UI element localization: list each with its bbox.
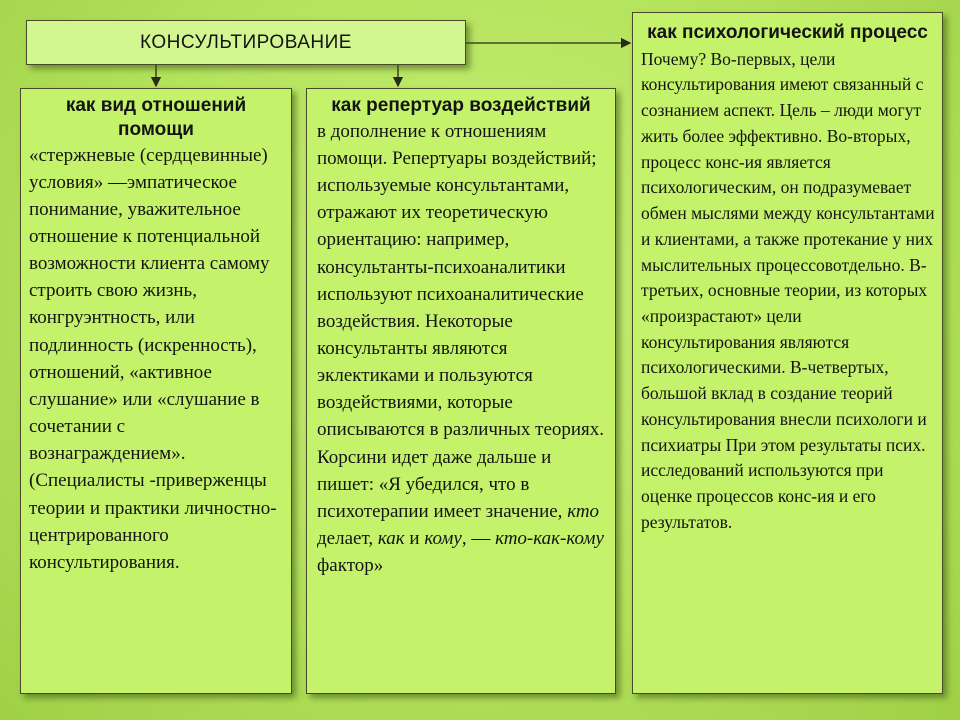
italic-part: как (377, 528, 405, 550)
italic-part: кто (567, 500, 600, 522)
column-heading: как психологический процесс (647, 22, 928, 43)
text-part: делает, (317, 528, 378, 550)
italic-part: кому (424, 528, 462, 550)
column-heading: как репертуар воздействий (331, 95, 591, 116)
column-text: Почему? Во-первых, цели консультирования имеют связанный с сознанием аспект. Цель – люди могут жить более эффективно. Во-вторых, процесс конс-ия является психологическим, он подразумевает обмен мыслями между консультантами и клиентами, а также протекание у них мыслительных процессовотдельно. В-третьих, основные теории, из которых «произрастают» цели консультирования являются психологическими. В-четвертых, большой вклад в создание теорий консультирования внесли психологи и психиатры При этом результаты псих. исследований используются при оценке процессов конс-ия и его результатов. (641, 48, 935, 532)
column-heading: как вид отношений помощи (65, 95, 247, 140)
text-part: в дополнение к отношениям помощи. Репертуары воздействий; используемые консультантами, отражают их теоретическую ориентацию: например, консультанты-психоаналитики используют психоаналитические воздействия. Некоторые консультанты являются эклектиками и пользуются воздействиями, которые описываются в различных теориях. Корсини идет даже дальше и пишет: «Я убедился, что в психотерапии имеет значение, (317, 120, 605, 522)
column-relationship (20, 88, 292, 694)
column-repertoire (306, 88, 616, 694)
column-process (632, 12, 943, 694)
root-node (26, 20, 466, 65)
root-title: КОНСУЛЬТИРОВАНИЕ (140, 31, 352, 53)
text-part: и (404, 528, 425, 550)
text-part: фактор» (317, 555, 384, 577)
italic-part: кто-как-кому (495, 528, 604, 550)
column-text: «стержневые (сердцевинные) условия» —эмпатическое понимание, уважительное отношение к потенциальной возможности клиента самому строить свою жизнь, конгруэнтность, или подлинность (искренность), отношений, «активное слушание» или «слушание в сочетании с вознаграждением». (Специалисты -приверженцы теории и практики личностно-центрированного консультирования. (29, 144, 277, 573)
text-part: , — (461, 528, 496, 550)
column-text (307, 118, 615, 580)
